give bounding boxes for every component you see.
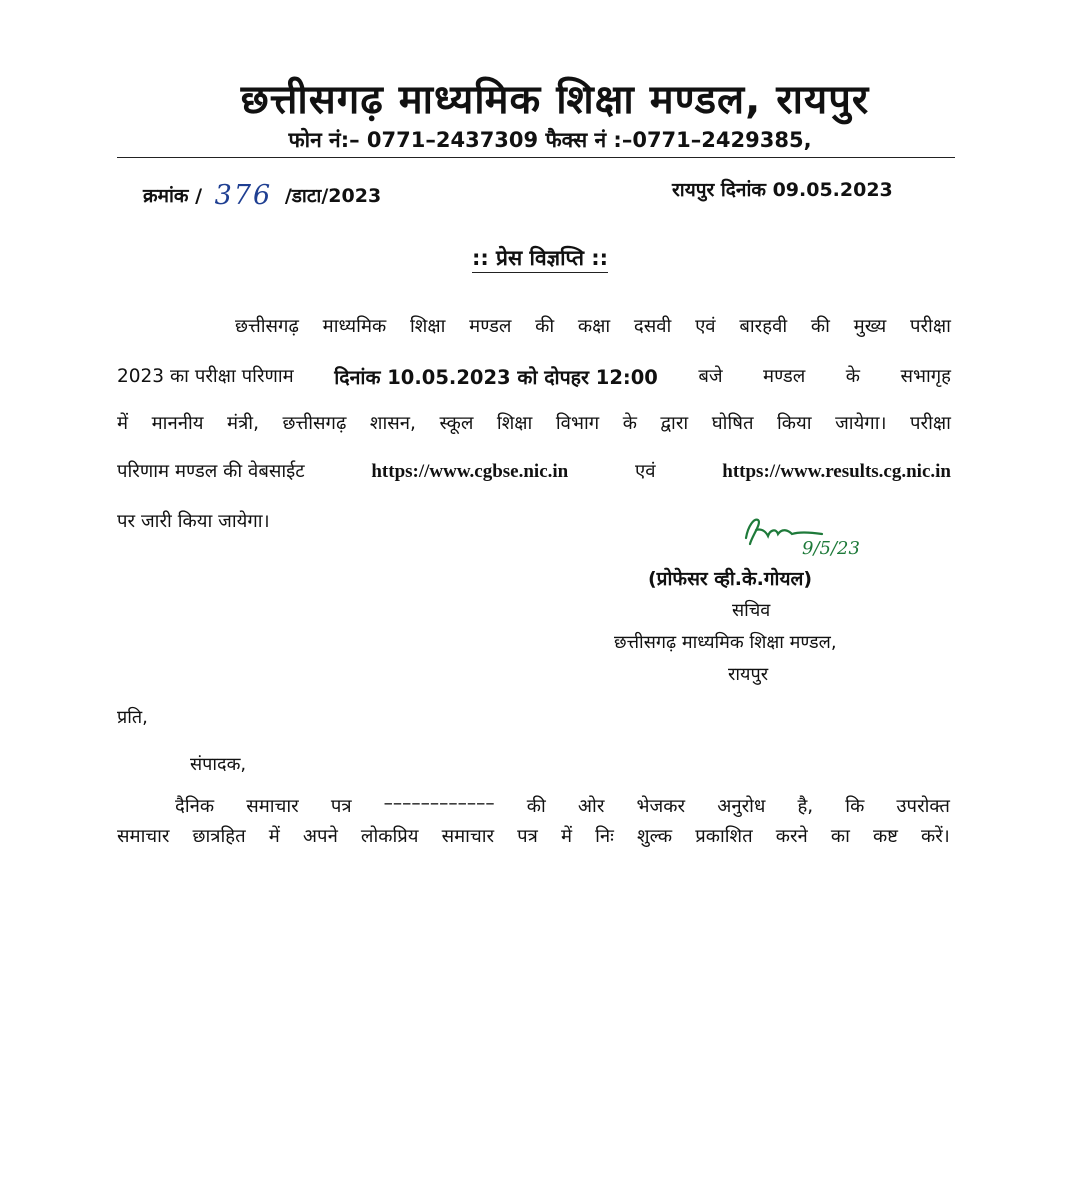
word: है, (797, 796, 814, 817)
word: ओर (577, 796, 605, 817)
request-line-2 (117, 823, 950, 848)
word: पत्र (330, 796, 352, 817)
word: बजे (698, 366, 723, 387)
body-line-2 (117, 363, 951, 390)
word: भेजकर (636, 796, 686, 817)
word: घोषित (711, 413, 754, 434)
word: कष्ट (872, 826, 898, 847)
word: की (526, 796, 546, 817)
word: दैनिक (175, 796, 215, 817)
word: माध्यमिक (322, 316, 387, 337)
word: छत्तीसगढ़ (235, 316, 299, 337)
word: कक्षा (577, 316, 611, 337)
signatory-city: रायपुर (728, 664, 769, 685)
word: समाचार (246, 796, 299, 817)
word: कि (845, 796, 865, 817)
text-segment: परिणाम मण्डल की वेबसाईट (117, 461, 305, 482)
signature-date: 9/5/23 (802, 538, 860, 559)
body-line-4 (117, 458, 951, 483)
body-line-3 (117, 410, 951, 435)
word: निः (595, 826, 614, 847)
word: एवं (634, 461, 656, 482)
reference-suffix: /डाटा/2023 (284, 185, 382, 207)
press-release-heading (0, 244, 1080, 272)
word: में (268, 826, 280, 847)
word: शुल्क (636, 826, 673, 847)
signatory-designation: सचिव (732, 600, 771, 621)
recipient-prefix: प्रति, (117, 707, 148, 728)
word: शिक्षा (409, 316, 446, 337)
word: सभागृह (900, 366, 951, 387)
word: जायेगा। (835, 413, 887, 434)
word: द्वारा (660, 413, 689, 434)
result-date-time: दिनांक 10.05.2023 को दोपहर 12:00 (334, 366, 658, 389)
word: शिक्षा (496, 413, 533, 434)
header-divider (117, 157, 955, 158)
word: उपरोक्त (896, 796, 950, 817)
word: प्रकाशित (695, 826, 753, 847)
word: पत्र (517, 826, 538, 847)
word: समाचार (441, 826, 495, 847)
reference-number (143, 178, 381, 209)
reference-prefix: क्रमांक / (143, 185, 203, 207)
word: के (845, 366, 860, 387)
word: परीक्षा (910, 413, 951, 434)
word: में (117, 413, 129, 434)
organization-title: छत्तीसगढ़ माध्यमिक शिक्षा मण्डल, रायपुर (240, 77, 870, 123)
word: में (560, 826, 573, 847)
recipient-editor: संपादक, (190, 754, 247, 775)
body-line-1 (235, 313, 951, 338)
word: मण्डल (469, 316, 512, 337)
press-release-heading-text: :: प्रेस विज्ञप्ति :: (472, 246, 608, 273)
reference-handwritten-number: 376 (214, 180, 273, 211)
word: का (830, 826, 850, 847)
word: करें। (921, 826, 950, 847)
word: की (535, 316, 555, 337)
word: अपने (302, 826, 338, 847)
word: की (810, 316, 830, 337)
word: बारहवी (739, 316, 788, 337)
word: विभाग (555, 413, 600, 434)
request-line-1 (175, 793, 950, 818)
word: लोकप्रिय (360, 826, 419, 847)
word: दसवी (633, 316, 672, 337)
blank-line: –––––––––––– (383, 793, 495, 814)
word: स्कूल (439, 413, 474, 434)
handwritten-signature (742, 512, 882, 564)
signatory-name: (प्रोफेसर व्ही.के.गोयल) (648, 568, 813, 590)
word: करने (775, 826, 808, 847)
word: समाचार (117, 826, 170, 847)
word: छात्रहित (192, 826, 246, 847)
text-segment: 2023 का परीक्षा परिणाम (117, 366, 294, 387)
word: मंत्री, (227, 413, 259, 434)
word: अनुरोध (717, 796, 766, 817)
word: मुख्य (853, 316, 887, 337)
word: शासन, (369, 413, 416, 434)
word: मण्डल (763, 366, 806, 387)
word: किया (777, 413, 812, 434)
website-link-cgbse[interactable]: https://www.cgbse.nic.in (371, 461, 569, 482)
website-link-results[interactable]: https://www.results.cg.nic.in (722, 461, 951, 482)
word: परीक्षा (909, 316, 951, 337)
contact-line: फोन नं:– 0771–2437309 फैक्स नं :–0771–2429385, (288, 128, 812, 152)
word: छत्तीसगढ़ (282, 413, 347, 434)
issue-date: रायपुर दिनांक 09.05.2023 (672, 179, 893, 201)
word: के (622, 413, 637, 434)
word: एवं (695, 316, 716, 337)
word: माननीय (151, 413, 204, 434)
signatory-organization: छत्तीसगढ़ माध्यमिक शिक्षा मण्डल, (614, 632, 837, 653)
body-line-5: पर जारी किया जायेगा। (117, 511, 270, 532)
